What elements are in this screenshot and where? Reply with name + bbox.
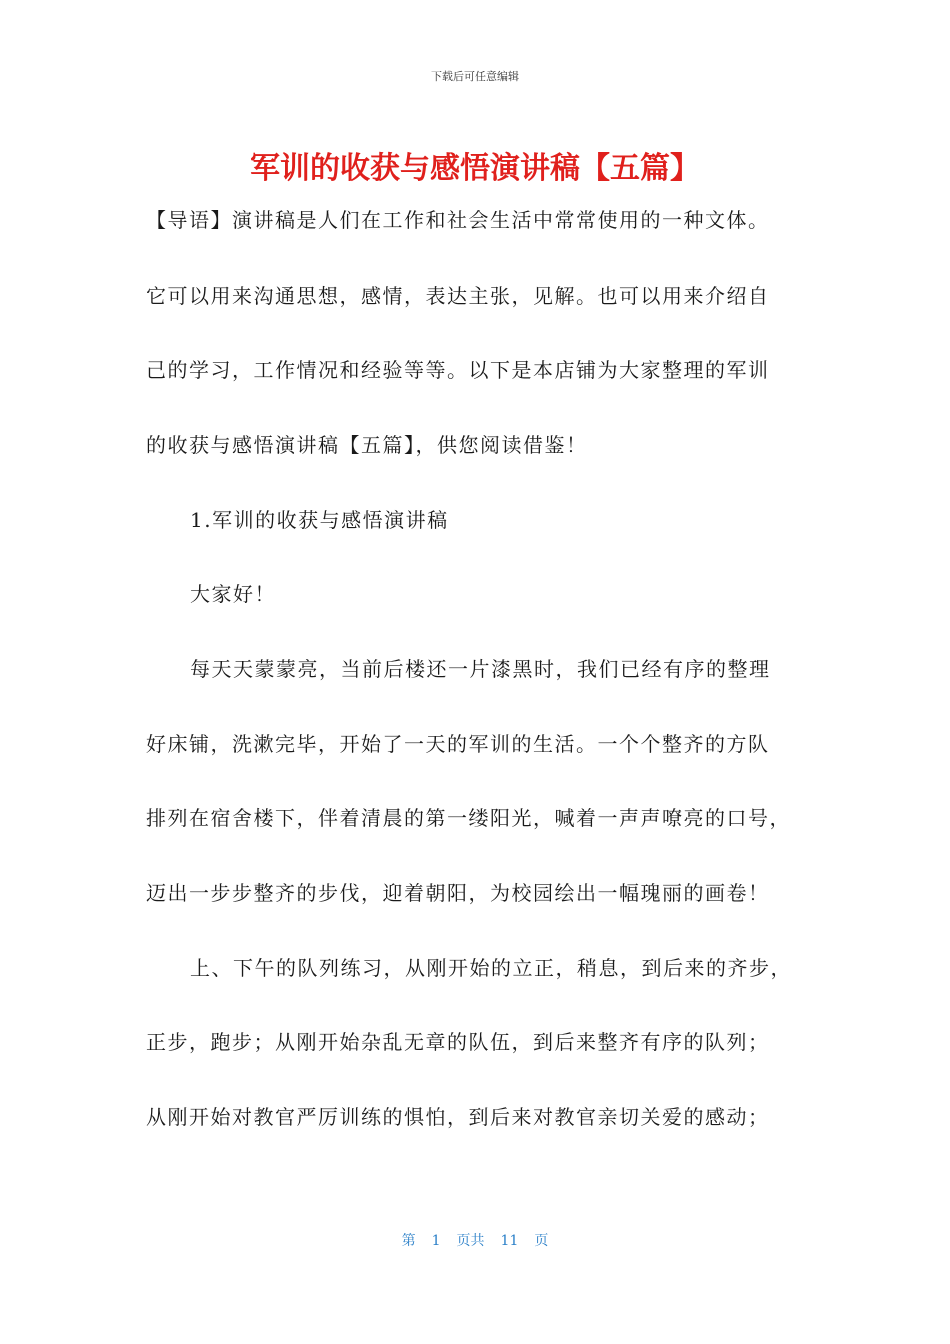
body-line: 上、下午的队列练习，从刚开始的立正，稍息，到后来的齐步， — [190, 956, 792, 980]
document-title: 军训的收获与感悟演讲稿【五篇】 — [250, 151, 700, 186]
footer-suffix: 页 — [534, 1233, 549, 1249]
body-line: 它可以用来沟通思想，感情，表达主张，见解。也可以用来介绍自 — [146, 284, 770, 308]
section-heading: 1.军训的收获与感悟演讲稿 — [190, 508, 449, 532]
footer-middle: 页共 — [456, 1233, 485, 1249]
body-line: 正步，跑步；从刚开始杂乱无章的队伍，到后来整齐有序的队列； — [146, 1030, 770, 1054]
greeting-line: 大家好！ — [190, 582, 276, 606]
footer-page-number: 1 — [431, 1233, 441, 1249]
header-note: 下载后可任意编辑 — [431, 70, 519, 83]
body-line: 好床铺，洗漱完毕，开始了一天的军训的生活。一个个整齐的方队 — [146, 732, 770, 756]
body-line: 的收获与感悟演讲稿【五篇】，供您阅读借鉴！ — [146, 433, 588, 457]
body-line: 每天天蒙蒙亮，当前后楼还一片漆黑时，我们已经有序的整理 — [190, 657, 771, 681]
footer-total-pages: 11 — [500, 1233, 519, 1249]
body-line: 己的学习，工作情况和经验等等。以下是本店铺为大家整理的军训 — [146, 358, 770, 382]
page-footer — [0, 1230, 950, 1250]
body-line: 【导语】演讲稿是人们在工作和社会生活中常常使用的一种文体。 — [146, 208, 770, 232]
body-line: 排列在宿舍楼下，伴着清晨的第一缕阳光，喊着一声声嘹亮的口号， — [146, 806, 791, 830]
footer-prefix: 第 — [401, 1233, 416, 1249]
body-line: 迈出一步步整齐的步伐，迎着朝阳，为校园绘出一幅瑰丽的画卷！ — [146, 881, 770, 905]
body-line: 从刚开始对教官严厉训练的惧怕，到后来对教官亲切关爱的感动； — [146, 1105, 770, 1129]
